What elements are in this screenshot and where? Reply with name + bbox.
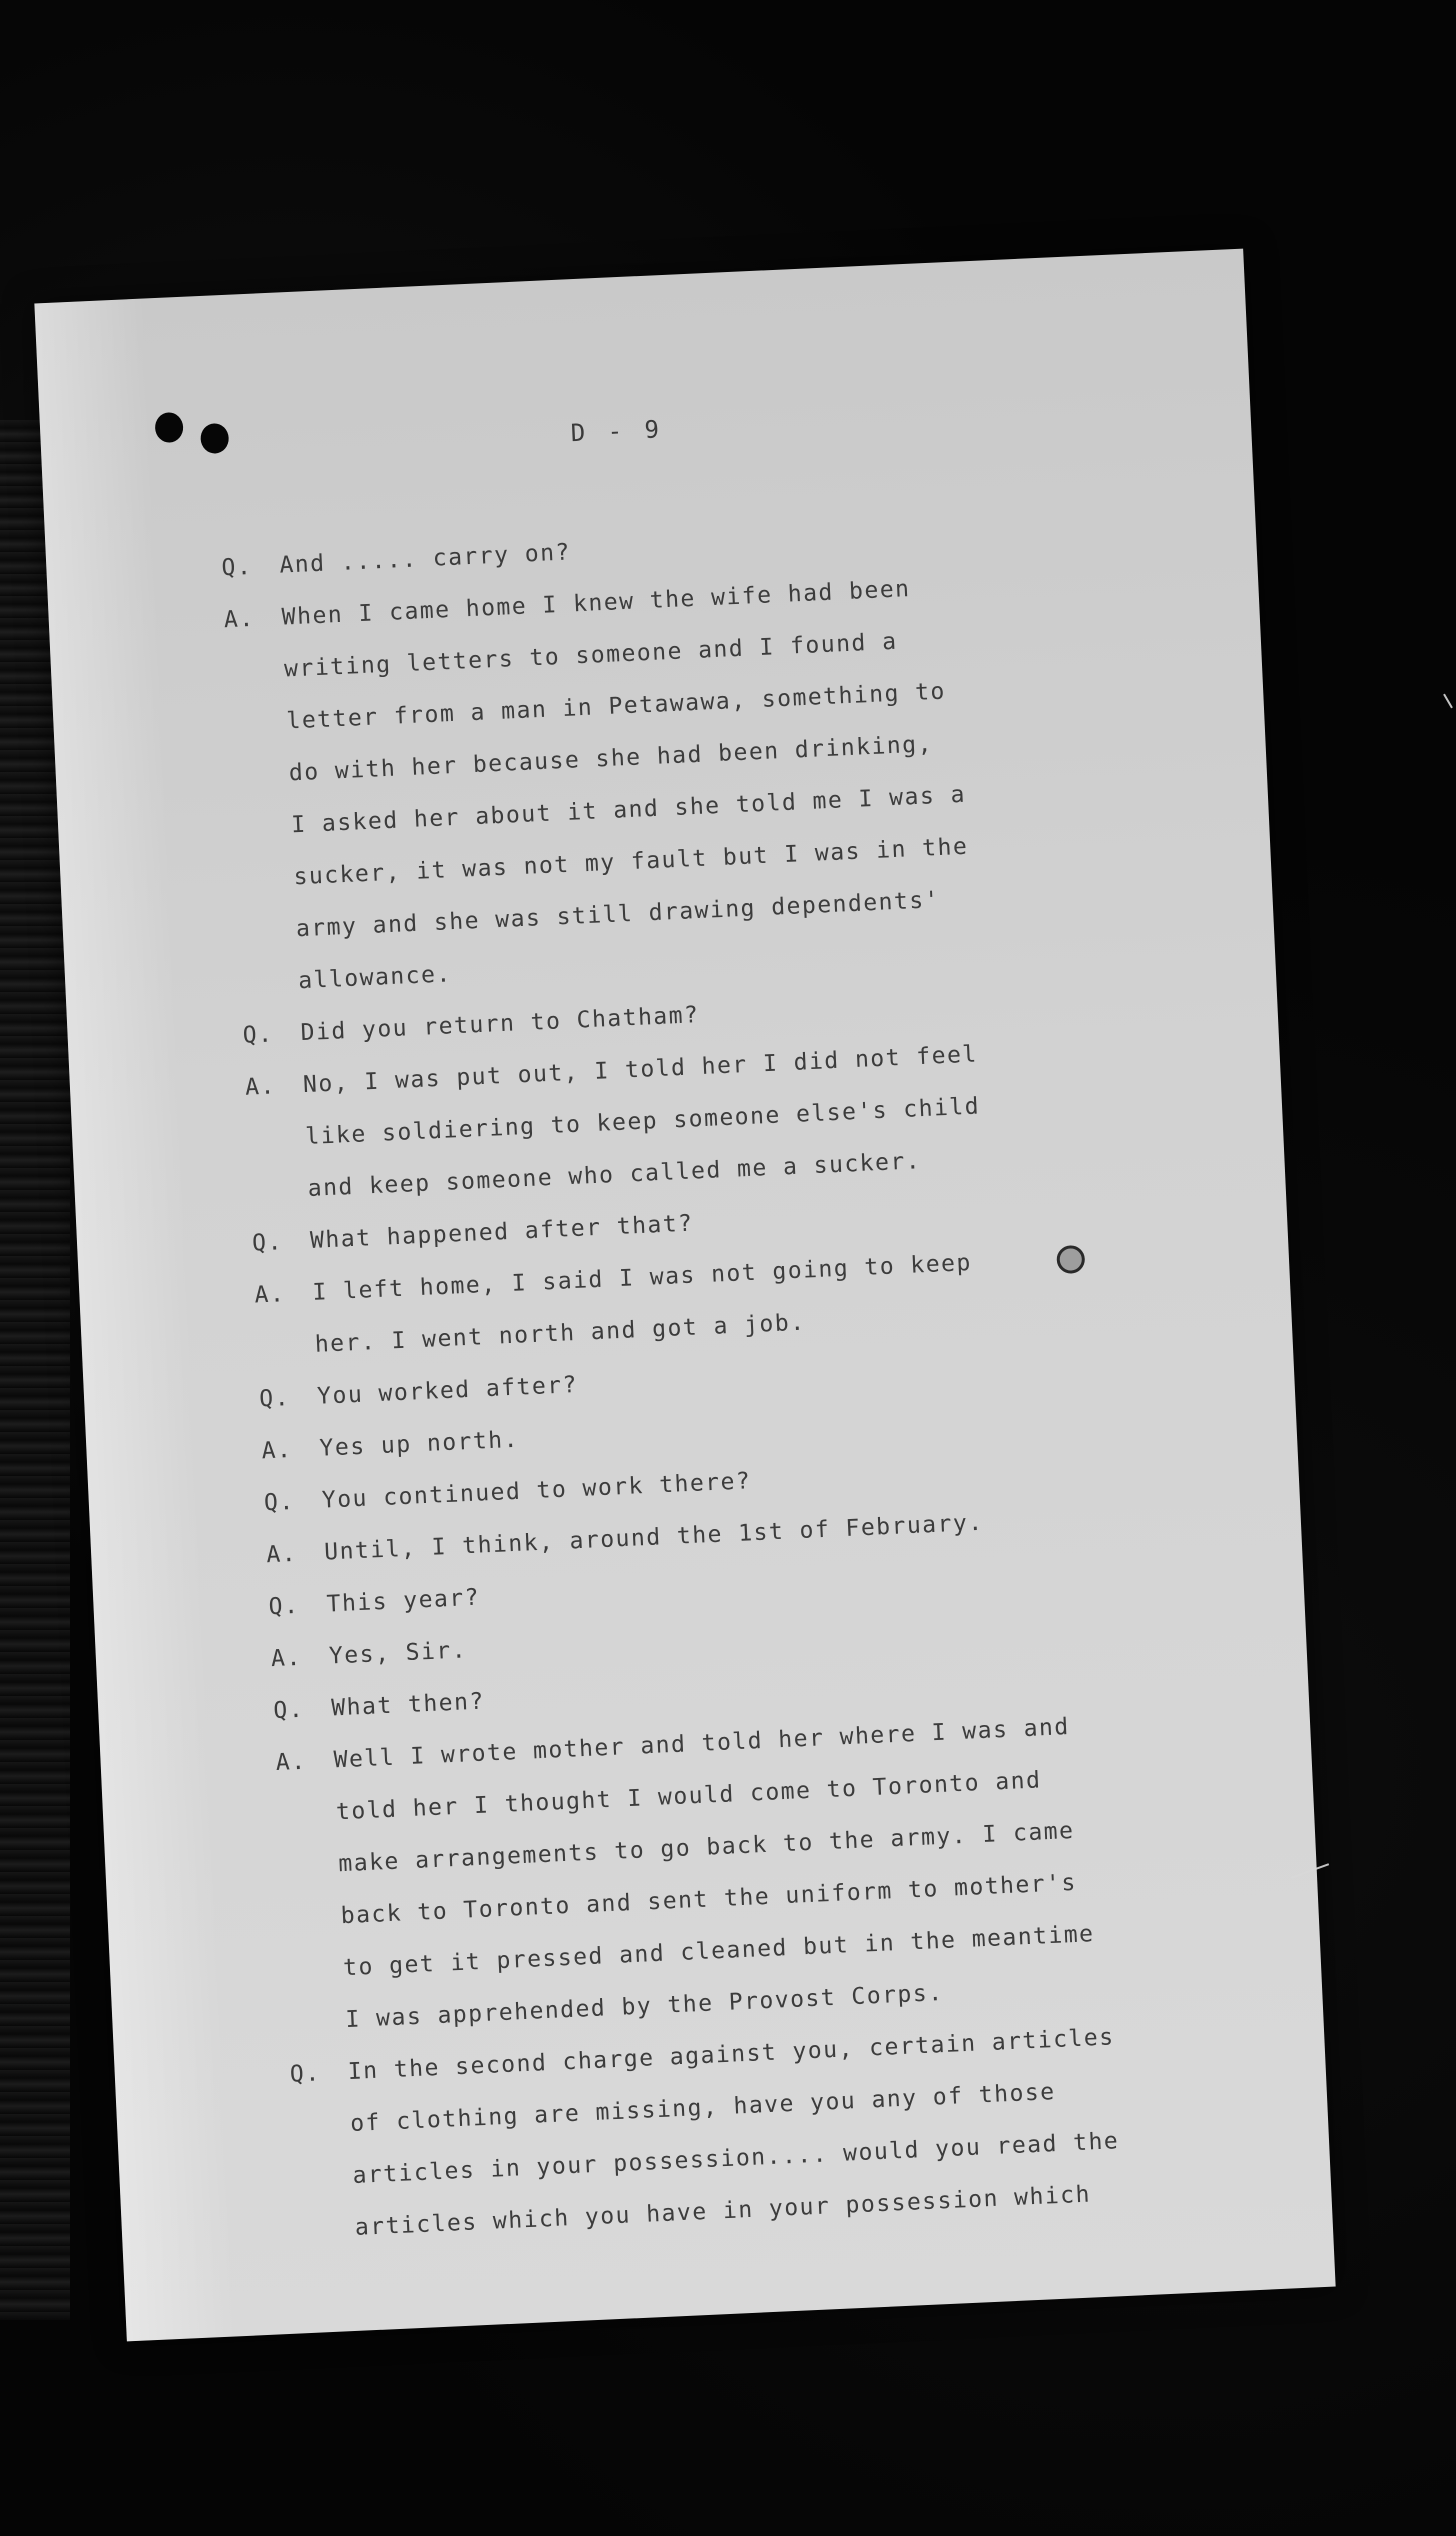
typed-page — [34, 249, 1335, 2342]
line-text: You worked after? — [316, 1371, 579, 1410]
line-text: of clothing are missing, have you any of those — [349, 2079, 1057, 2138]
line-text: I asked her about it and she told me I was a — [290, 781, 967, 839]
transcript-line — [273, 1689, 485, 1725]
line-text: And ..... carry on? — [278, 539, 572, 579]
line-text: back to Toronto and sent the uniform to mother's — [340, 1869, 1078, 1930]
line-text: and keep someone who called me a sucker. — [307, 1148, 922, 1202]
line-text: In the second charge against you, certain articles — [347, 2024, 1116, 2086]
transcript-line — [296, 2182, 1091, 2244]
line-text: articles in your possession.... would you read the — [352, 2128, 1120, 2189]
line-text: Yes, Sir. — [328, 1637, 468, 1670]
transcript-line — [268, 1585, 480, 1621]
transcript-line — [289, 2024, 1115, 2087]
transcript-line — [294, 2128, 1120, 2191]
line-label: A. — [265, 1540, 298, 1569]
line-text: allowance. — [297, 961, 453, 995]
line-label: Q. — [258, 1385, 291, 1413]
page-number: D - 9 — [570, 415, 664, 448]
transcript-line — [282, 1870, 1077, 1932]
transcript-line — [252, 1211, 694, 1257]
transcript-line — [261, 1427, 519, 1465]
line-label: A. — [244, 1073, 277, 1101]
line-text: writing letters to someone and I found a — [283, 628, 899, 683]
line-text: letter from a man in Petawawa, something to — [285, 678, 947, 735]
transcript-line — [237, 887, 940, 945]
transcript-line — [287, 1980, 944, 2036]
line-text: I left home, I said I was not going to keep — [311, 1249, 973, 1306]
transcript-line — [256, 1310, 806, 1361]
line-text: sucker, it was not my fault but I was in the — [293, 833, 969, 891]
line-label: A. — [261, 1436, 293, 1465]
line-label: Q. — [268, 1592, 300, 1621]
line-text: like soldiering to keep someone else's child — [304, 1093, 981, 1151]
line-text: to get it pressed and cleaned but in the meantime — [342, 1921, 1096, 1982]
line-label: A. — [270, 1644, 303, 1673]
line-text: articles which you have in your possession which — [354, 2181, 1092, 2241]
line-label: Q. — [263, 1488, 296, 1517]
transcript-line — [223, 576, 911, 633]
line-text: This year? — [326, 1584, 481, 1618]
transcript-line — [240, 961, 452, 997]
line-label: Q. — [289, 2060, 322, 2088]
transcript-line — [266, 1510, 984, 1569]
line-text: army and she was still drawing dependents' — [295, 887, 941, 943]
line-text: When I came home I knew the wife had been — [281, 576, 912, 631]
transcript-line — [285, 1921, 1095, 1984]
line-text: told her I thought I would come to Toronto and — [335, 1767, 1042, 1826]
transcript-line — [275, 1714, 1070, 1776]
transcript-line — [230, 731, 933, 789]
transcript-body — [34, 249, 1335, 2342]
transcript-line — [233, 782, 967, 841]
line-text: Well I wrote mother and told her where I was and — [333, 1714, 1071, 1774]
transcript-line — [221, 539, 571, 581]
transcript-line — [254, 1250, 972, 1309]
line-text: What then? — [330, 1688, 486, 1722]
line-text: her. I went north and got a job. — [314, 1309, 807, 1358]
transcript-line — [249, 1148, 921, 1204]
transcript-line — [292, 2079, 1056, 2140]
line-label: A. — [275, 1748, 308, 1777]
transcript-line — [242, 1002, 700, 1049]
line-text: make arrangements to go back to the army. I came — [337, 1817, 1075, 1878]
transcript-line — [245, 1041, 979, 1100]
line-label: A. — [223, 605, 256, 634]
transcript-line — [247, 1093, 981, 1152]
transcript-line — [271, 1637, 468, 1672]
line-label: Q. — [272, 1696, 305, 1725]
line-label: Q. — [242, 1021, 275, 1049]
line-label: A. — [253, 1281, 286, 1309]
transcript-line — [226, 629, 898, 685]
transcript-line — [278, 1767, 1042, 1828]
line-text: Did you return to Chatham? — [300, 1002, 700, 1047]
line-label: Q. — [220, 553, 253, 582]
transcript-line — [228, 679, 946, 738]
line-text: What happened after that? — [309, 1210, 695, 1254]
line-text: No, I was put out, I told her I did not feel — [302, 1041, 979, 1099]
transcript-line — [280, 1818, 1075, 1880]
line-text: Yes up north. — [319, 1426, 520, 1462]
transcript-line — [263, 1468, 751, 1516]
line-text: I was apprehended by the Provost Corps. — [344, 1980, 945, 2034]
transcript-line — [259, 1372, 579, 1412]
line-text: You continued to work there? — [321, 1468, 752, 1514]
transcript-line — [235, 834, 969, 893]
line-text: Until, I think, around the 1st of February. — [323, 1509, 985, 1566]
line-text: do with her because she had been drinking, — [288, 731, 934, 787]
line-label: Q. — [251, 1229, 284, 1257]
